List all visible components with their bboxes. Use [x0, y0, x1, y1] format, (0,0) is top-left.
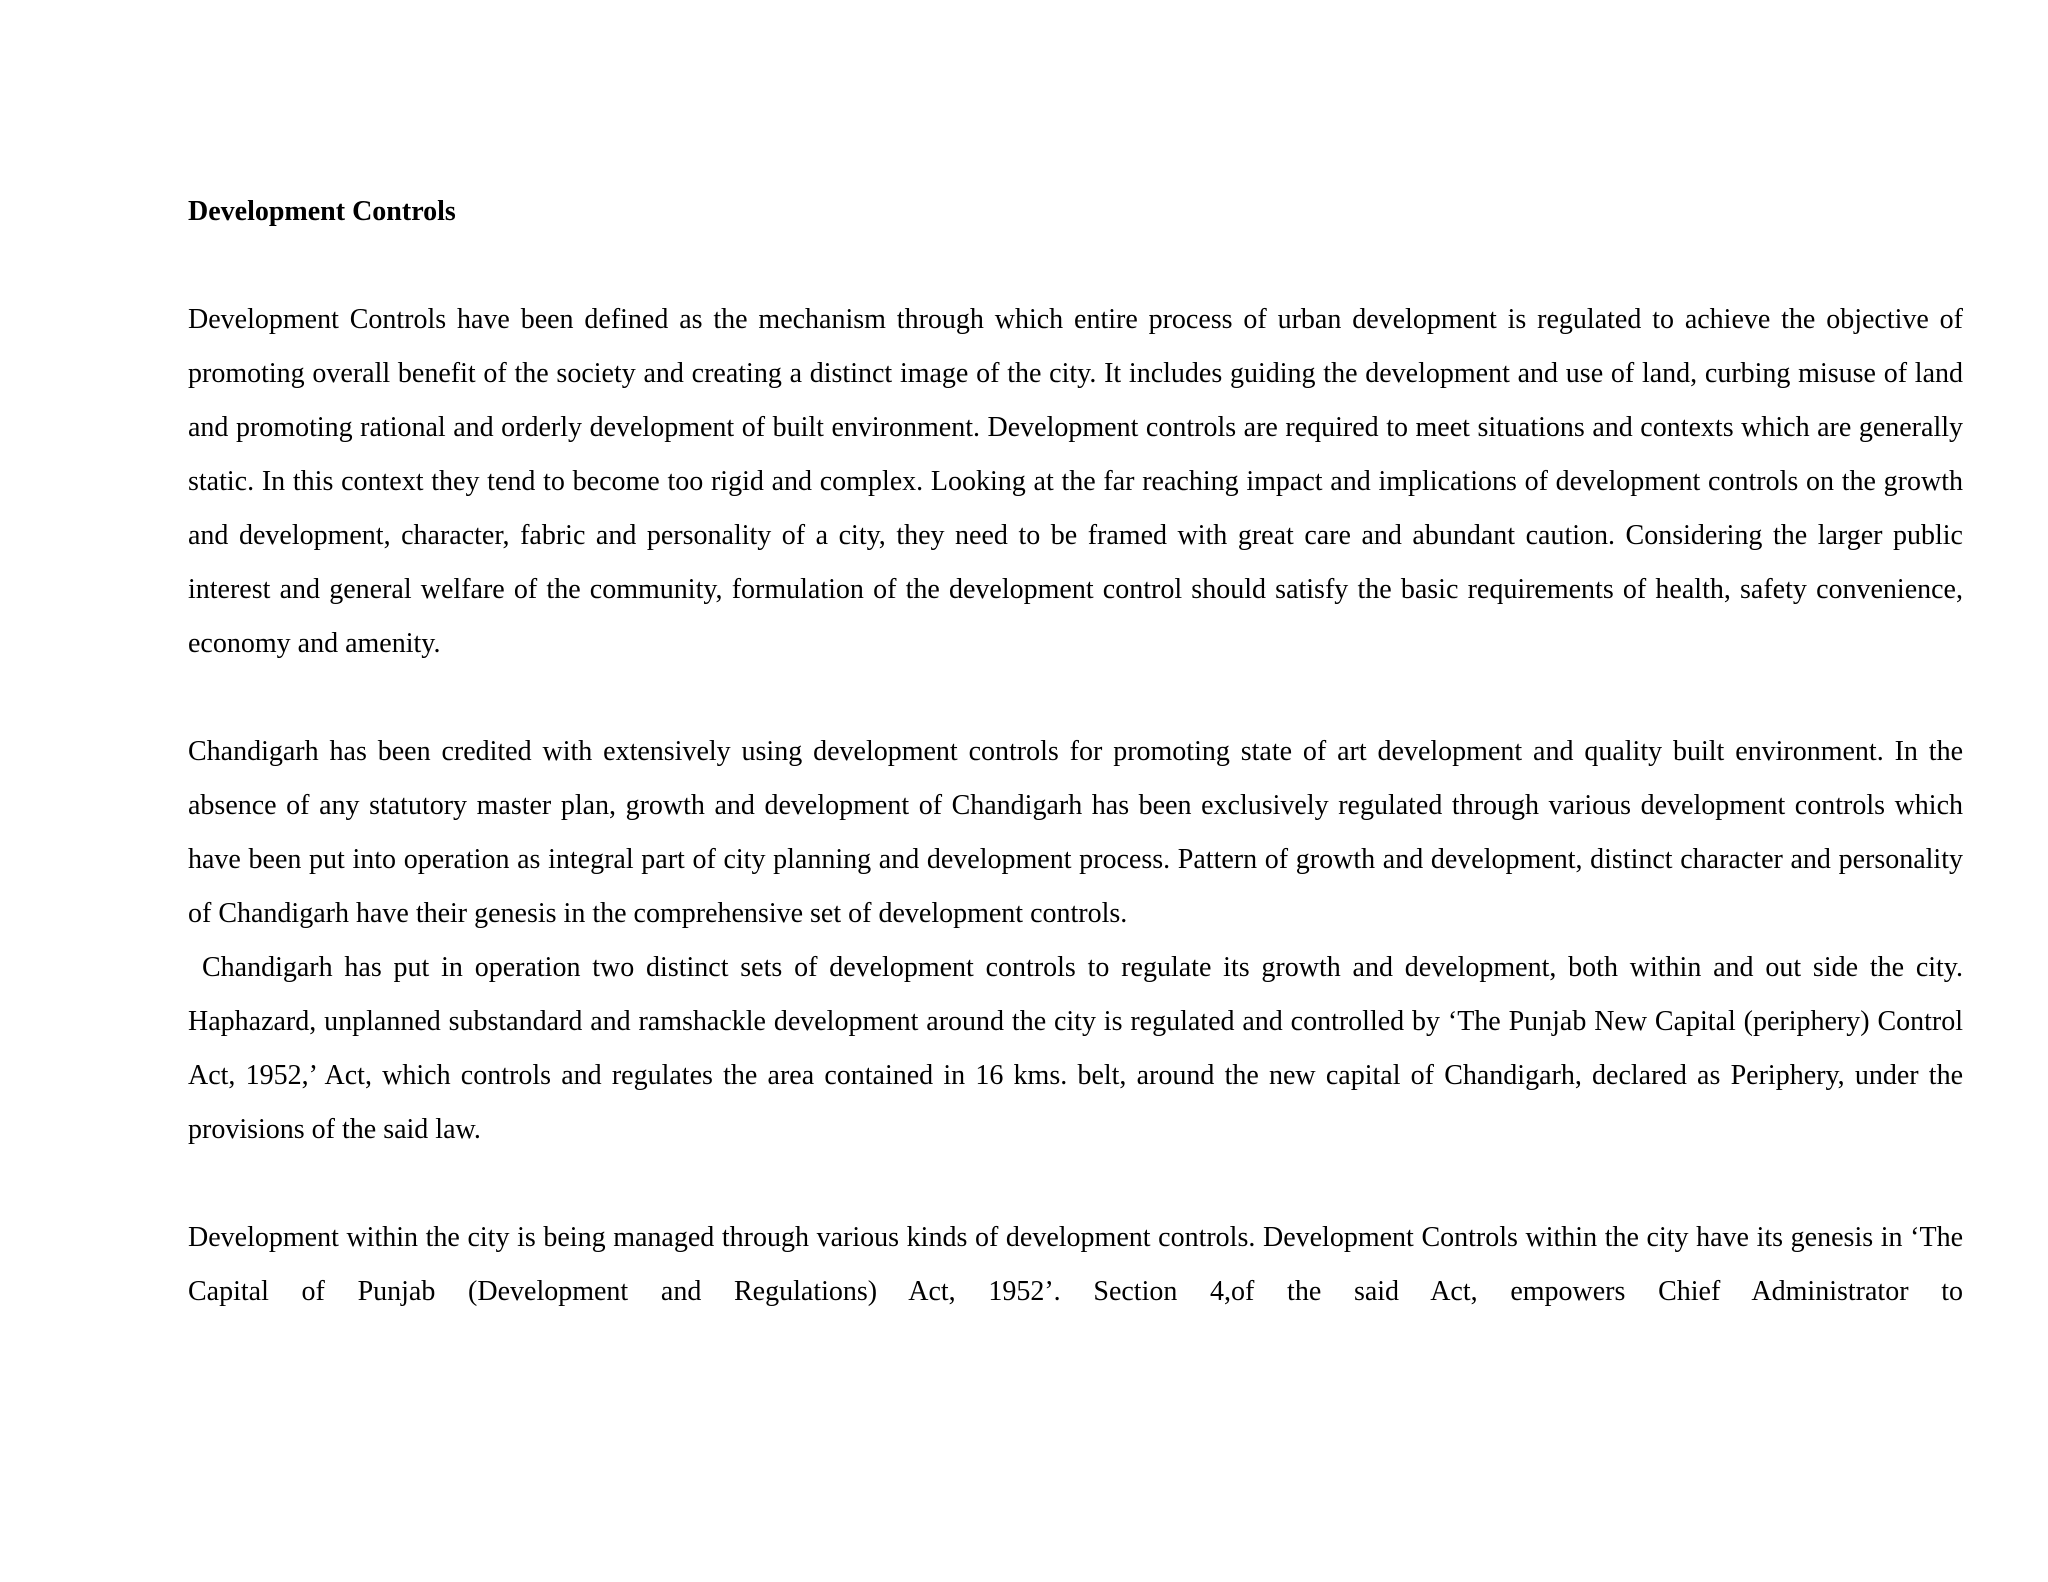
paragraph-two-sets: Chandigarh has put in operation two distinct sets of development controls to regulate its growth and development, both within and out side the city. Haphazard, unplanned substandard and ramshackle development around the city is regulated and controlled by ‘The Punjab New Capital (periphery) Control Act, 1952,’ Act, which controls and regulates the area contained in 16 kms. belt, around the new capital of Chandigarh, declared as Periphery, under the provisions of the said law.	[188, 952, 1963, 1145]
paragraph-definition: Development Controls have been defined as the mechanism through which entire process of urban development is regulated to achieve the objective of promoting overall benefit of the society and creating a distinct image of the city. It includes guiding the development and use of land, curbing misuse of land and promoting rational and orderly development of built environment. Development controls are required to meet situations and contexts which are generally static. In this context they tend to become too rigid and complex. Looking at the far reaching impact and implications of development controls on the growth and development, character, fabric and personality of a city, they need to be framed with great care and abundant caution. Considering the larger public interest and general welfare of the community, formulation of the development control should satisfy the basic requirements of health, safety convenience, economy and amenity.	[188, 304, 1963, 659]
paragraph-chandigarh-credit: Chandigarh has been credited with extensively using development controls for promoting state of art development and quality built environment. In the absence of any statutory master plan, growth and development of Chandigarh has been exclusively regulated through various development controls which have been put into operation as integral part of city planning and development process. Pattern of growth and development, distinct character and personality of Chandigarh have their genesis in the comprehensive set of development controls.	[188, 736, 1963, 929]
paragraph-gap	[188, 1157, 1963, 1211]
paragraph-gap	[188, 671, 1963, 725]
paragraph-within-city: Development within the city is being managed through various kinds of development controls. Development Controls within the city have its genesis in ‘The Capital of Punjab (Development and Regulations) Act, 1952’. Section 4,of the said Act, empowers Chief Administrator to	[188, 1222, 1963, 1307]
document-heading: Development Controls	[188, 196, 456, 227]
document-body	[188, 185, 1963, 1319]
